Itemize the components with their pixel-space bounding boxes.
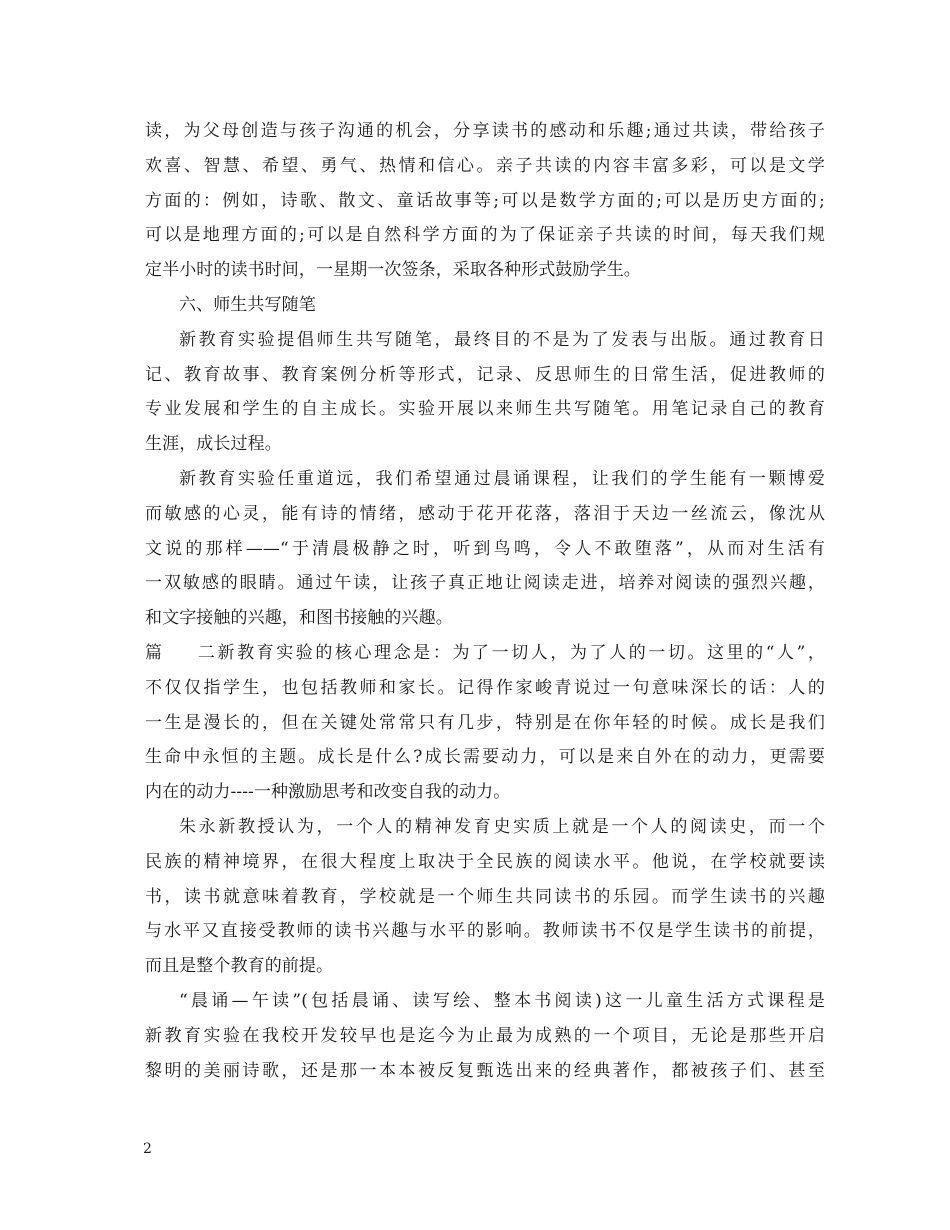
- text-line: 而敏感的心灵，能有诗的情绪，感动于花开花落，落泪于天边一丝流云，像沈从: [145, 503, 825, 524]
- text-line: 定半小时的读书时间，一星期一次签条，采取各种形式鼓励学生。: [145, 260, 641, 281]
- document-body: [145, 114, 825, 1088]
- text-line: 欢喜、智慧、希望、勇气、热情和信心。亲子共读的内容丰富多彩，可以是文学: [145, 155, 825, 176]
- section-label: 篇二: [145, 642, 215, 663]
- text-line: “晨诵—午读”(包括晨诵、读写绘、整本书阅读)这一儿童生活方式课程是: [179, 990, 825, 1011]
- text-line: 可以是地理方面的;可以是自然科学方面的为了保证亲子共读的时间，每天我们规: [145, 225, 825, 246]
- text-line: 专业发展和学生的自主成长。实验开展以来师生共写随笔。用笔记录自己的教育: [145, 399, 825, 420]
- text-line: 而且是整个教育的前提。: [145, 956, 334, 977]
- text-line: 新教育实验的核心理念是：为了一切人，为了人的一切。这里的“人”，: [215, 642, 825, 663]
- text-line: 朱永新教授认为，一个人的精神发育史实质上就是一个人的阅读史，而一个: [179, 816, 825, 837]
- text-line: 文说的那样——“于清晨极静之时，听到鸟鸣，令人不敢堕落”，从而对生活有: [145, 538, 825, 559]
- section-heading: 六、师生共写随笔: [179, 294, 316, 315]
- section-start-line: [145, 636, 825, 671]
- text-line: 方面的：例如，诗歌、散文、童话故事等;可以是数学方面的;可以是历史方面的;: [145, 190, 825, 211]
- page-number: 2: [143, 1141, 152, 1157]
- text-line: 一双敏感的眼睛。通过午读，让孩子真正地让阅读走进，培养对阅读的强烈兴趣，: [145, 573, 825, 594]
- text-line: 黎明的美丽诗歌，还是那一本本被反复甄选出来的经典著作，都被孩子们、甚至: [145, 1060, 825, 1081]
- text-line: 新教育实验任重道远，我们希望通过晨诵课程，让我们的学生能有一颗博爱: [179, 468, 825, 489]
- text-line: 书，读书就意味着教育，学校就是一个师生共同读书的乐园。而学生读书的兴趣: [145, 886, 825, 907]
- text-line: 生涯，成长过程。: [145, 434, 282, 455]
- text-line: 新教育实验提倡师生共写随笔，最终目的不是为了发表与出版。通过教育日: [179, 329, 825, 350]
- text-line: 一生是漫长的，但在关键处常常只有几步，特别是在你年轻的时候。成长是我们: [145, 712, 825, 733]
- text-line: 生命中永恒的主题。成长是什么?成长需要动力，可以是来自外在的动力，更需要: [145, 747, 825, 768]
- text-line: 读，为父母创造与孩子沟通的机会，分享读书的感动和乐趣;通过共读，带给孩子: [145, 121, 825, 141]
- text-line: 民族的精神境界，在很大程度上取决于全民族的阅读水平。他说，在学校就要读: [145, 851, 825, 872]
- text-line: 与水平又直接受教师的读书兴趣与水平的影响。教师读书不仅是学生读书的前提，: [145, 921, 825, 942]
- text-line: 内在的动力----一种激励思考和改变自我的动力。: [145, 782, 511, 803]
- text-line: 新教育实验在我校开发较早也是迄今为止最为成熟的一个项目，无论是那些开启: [145, 1025, 825, 1046]
- text-line: 记、教育故事、教育案例分析等形式，记录、反思师生的日常生活，促进教师的: [145, 364, 825, 385]
- text-line: 不仅仅指学生，也包括教师和家长。记得作家峻青说过一句意味深长的话：人的: [145, 677, 825, 698]
- text-line: 和文字接触的兴趣，和图书接触的兴趣。: [145, 608, 453, 629]
